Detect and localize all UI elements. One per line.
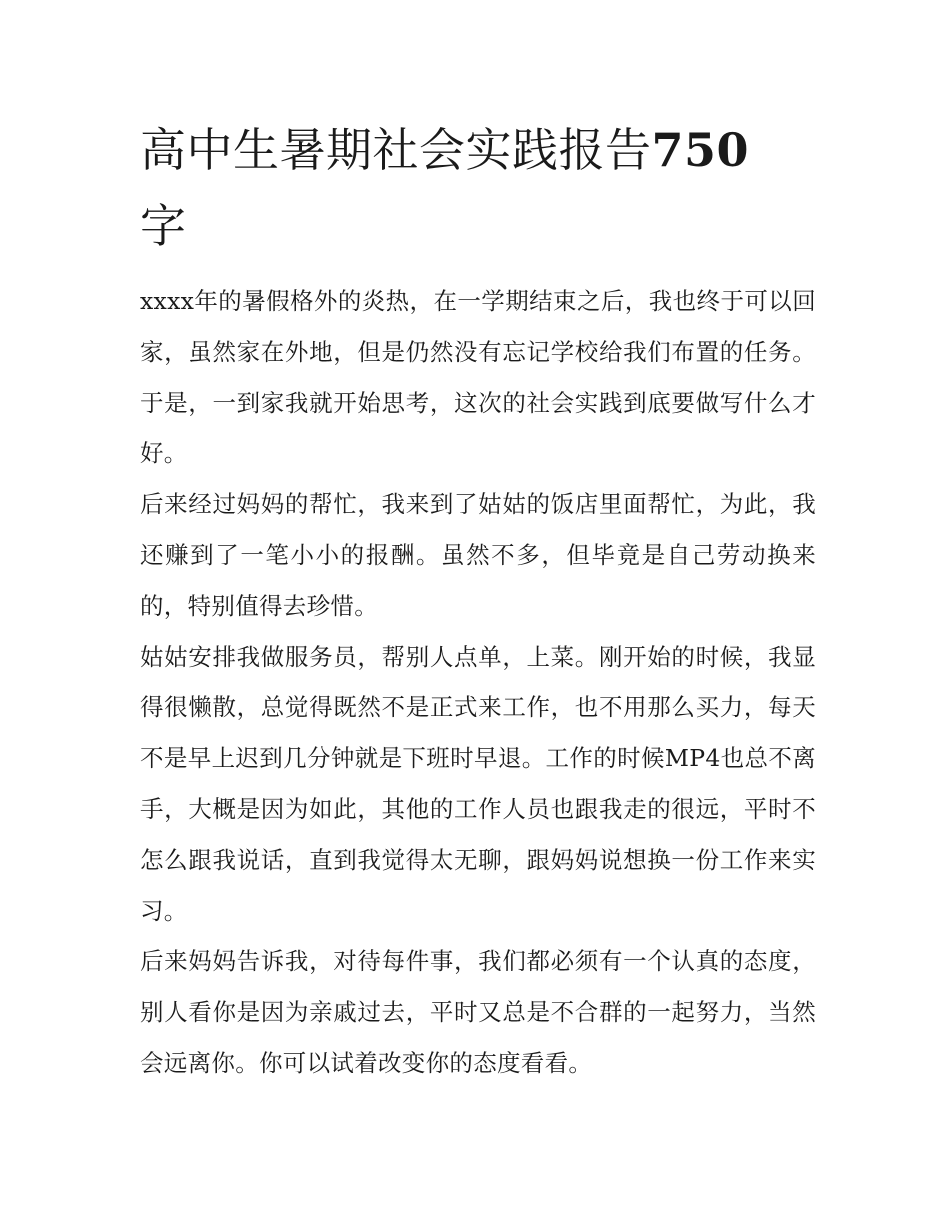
- paragraph-1: xxxx年的暑假格外的炎热，在一学期结束之后，我也终于可以回家，虽然家在外地，但是仍然没有忘记学校给我们布置的任务。于是，一到家我就开始思考，这次的社会实践到底要做写什么才好。: [140, 287, 816, 468]
- document-body: [140, 276, 816, 1089]
- document-title: [140, 112, 830, 264]
- title-number: 750: [651, 123, 750, 177]
- title-suffix: 字: [140, 199, 187, 253]
- title-text: 高中生暑期社会实践报告: [140, 123, 652, 177]
- paragraph-2: 后来经过妈妈的帮忙，我来到了姑姑的饭店里面帮忙，为此，我还赚到了一笔小小的报酬。虽然不多，但毕竟是自己劳动换来的，特别值得去珍惜。: [140, 490, 816, 620]
- paragraph-3: 姑姑安排我做服务员，帮别人点单，上菜。刚开始的时候，我显得很懒散，总觉得既然不是正式来工作，也不用那么买力，每天不是早上迟到几分钟就是下班时早退。工作的时候MP4也总不离手，大概是因为如此，其他的工作人员也跟我走的很远，平时不怎么跟我说话，直到我觉得太无聊，跟妈妈说想换一份工作来实习。: [140, 642, 816, 925]
- paragraph-4: 后来妈妈告诉我，对待每件事，我们都必须有一个认真的态度，别人看你是因为亲戚过去，平时又总是不合群的一起努力，当然会远离你。你可以试着改变你的态度看看。: [140, 947, 816, 1077]
